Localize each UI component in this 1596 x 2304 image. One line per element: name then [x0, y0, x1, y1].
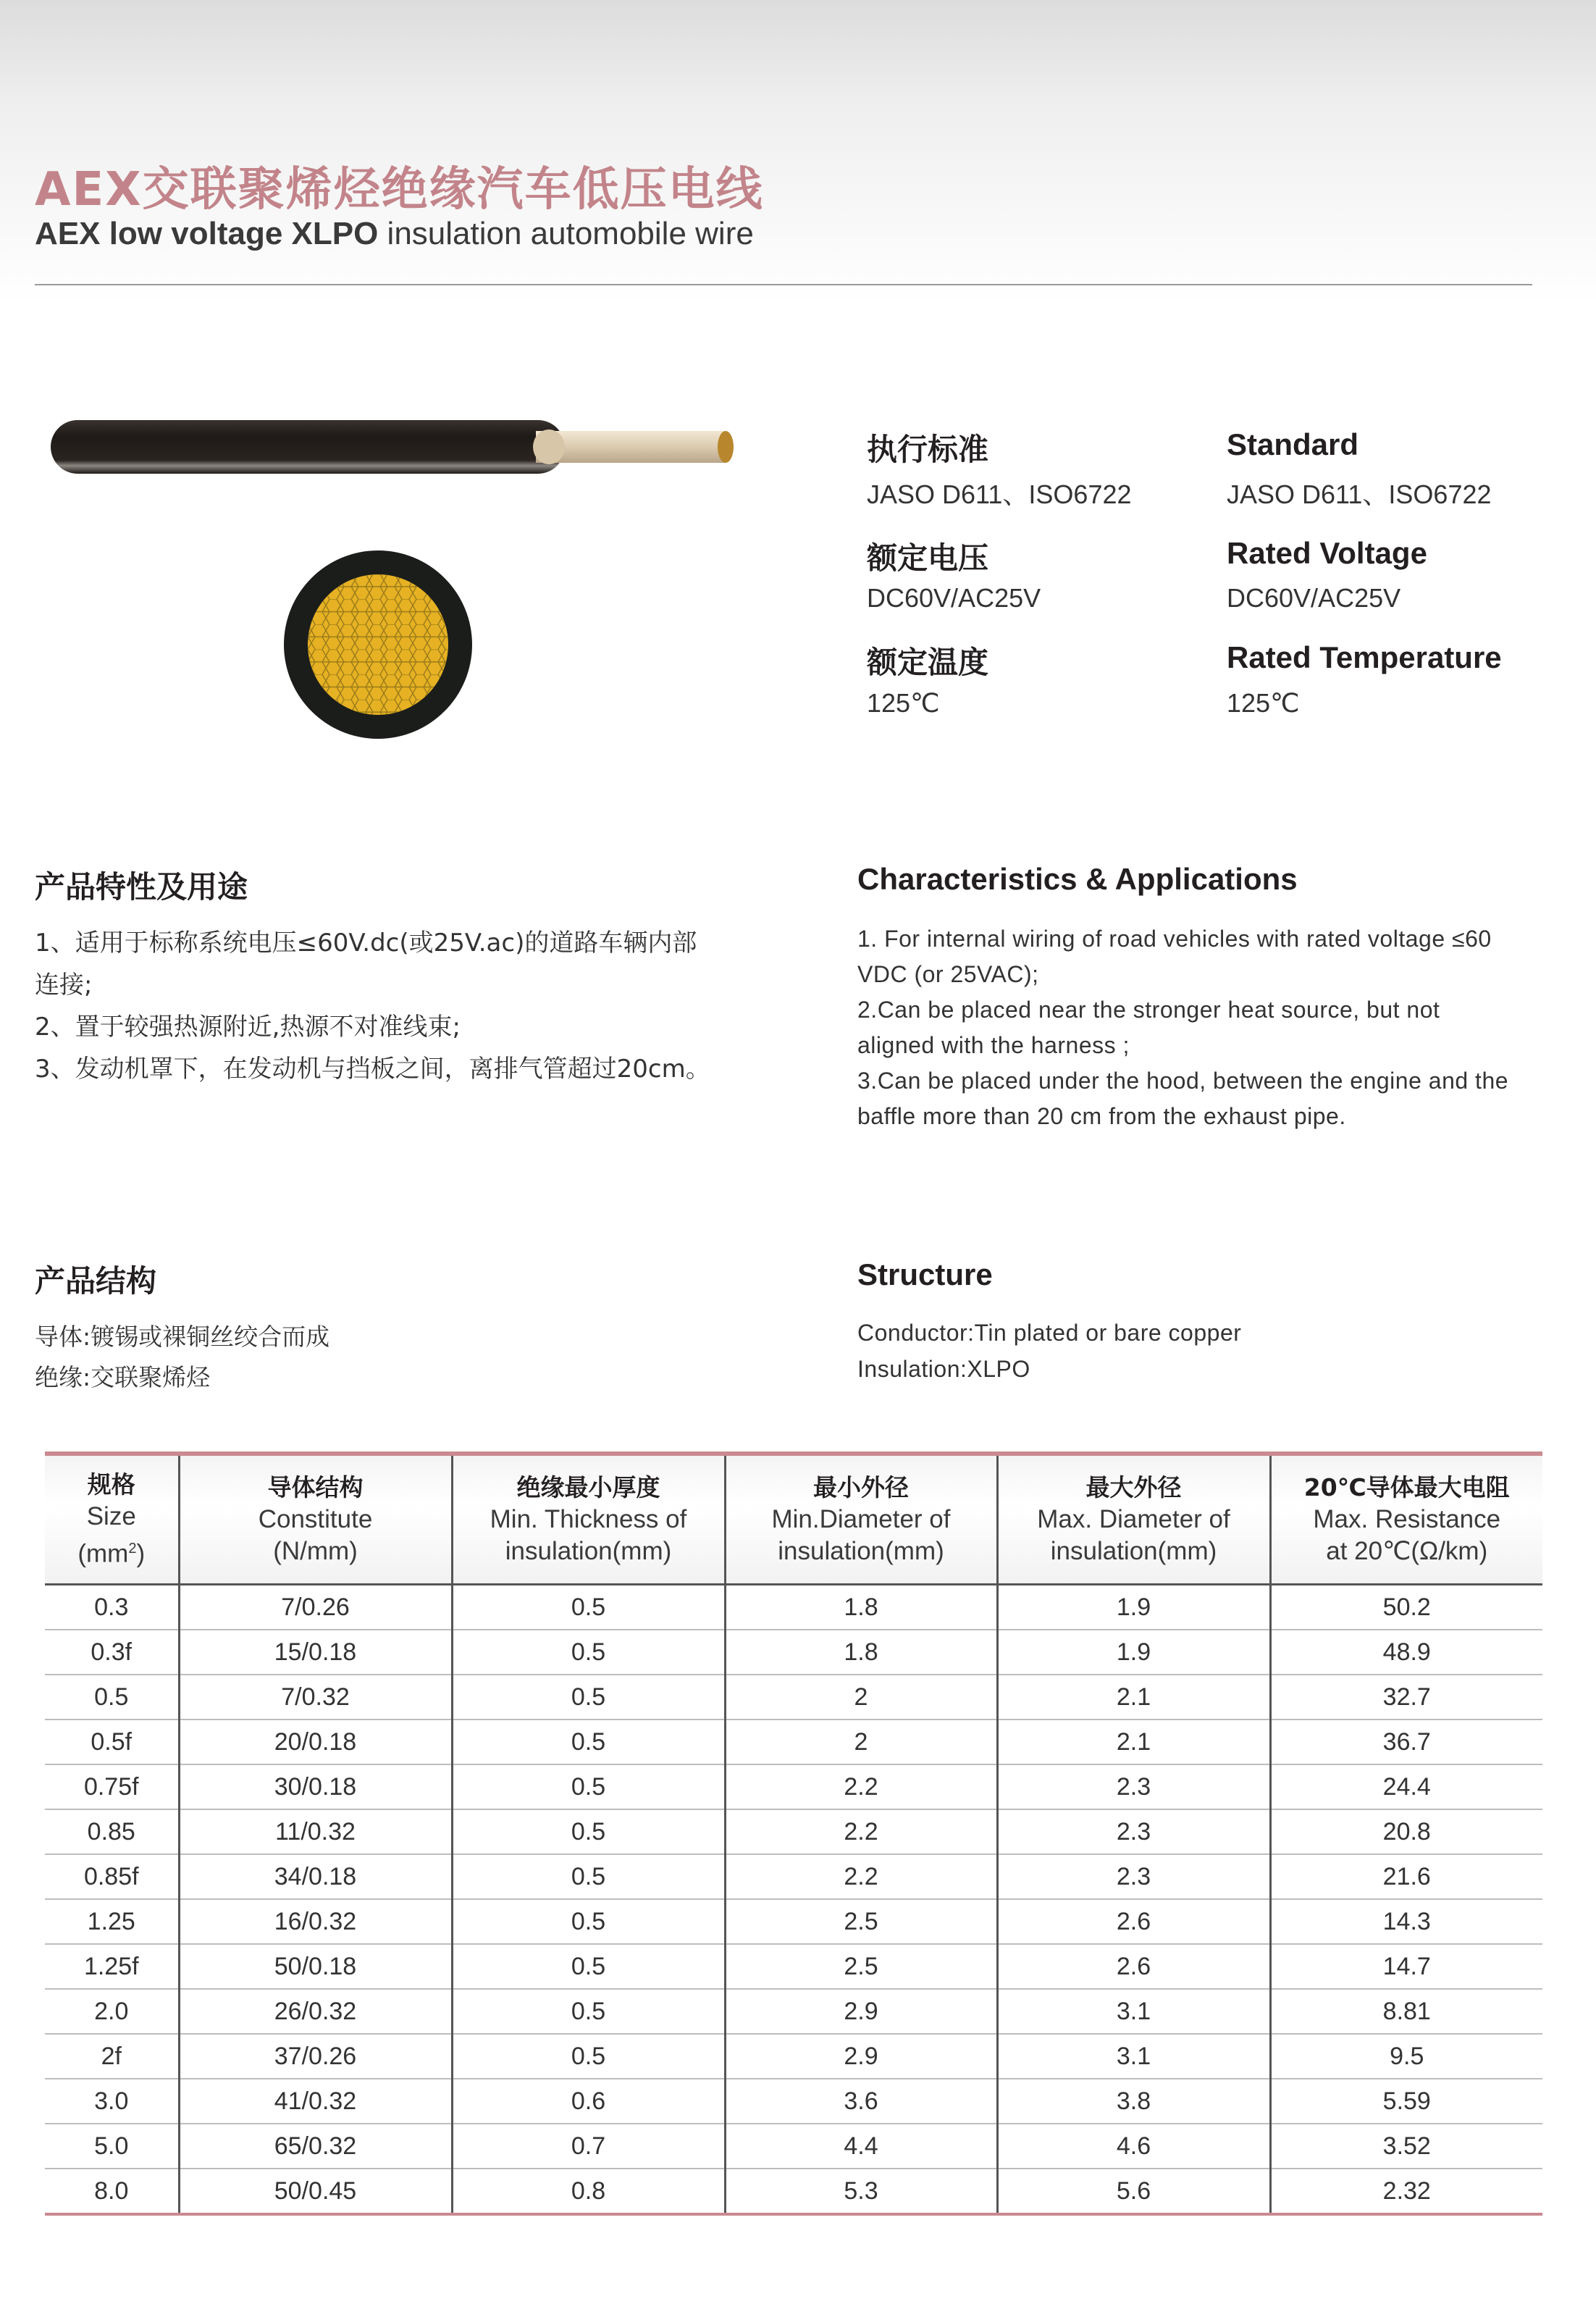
table-cell: 1.8 [725, 1585, 997, 1630]
structure-line-en: Insulation:XLPO [857, 1356, 1030, 1382]
table-cell: 26/0.32 [179, 1989, 452, 2034]
table-cell: 7/0.26 [179, 1585, 452, 1630]
table-cell: 2.6 [997, 1899, 1270, 1944]
table-cell: 0.5 [452, 1764, 725, 1809]
table-cell: 48.9 [1270, 1630, 1542, 1675]
header-size: 规格 Size $(mm^2)$ [45, 1454, 179, 1585]
table-row [45, 1675, 1542, 1719]
structure-heading-en: Structure [857, 1257, 993, 1291]
characteristics-line-en: 3.Can be placed under the hood, between the engine and the [857, 1068, 1509, 1094]
table-cell: 16/0.32 [179, 1899, 452, 1944]
characteristics-line-cn: 连接; [35, 971, 93, 1000]
table-cell: 4.4 [725, 2124, 997, 2169]
table-cell: 0.5 [452, 1809, 725, 1854]
table-cell: 0.6 [452, 2079, 725, 2124]
spec-standard-label-cn: 执行标准 [867, 432, 989, 467]
characteristics-line-cn: 2、置于较强热源附近,热源不对准线束; [35, 1013, 461, 1042]
table-cell: 50.2 [1270, 1585, 1542, 1630]
spec-temperature-value-cn: 125℃ [867, 688, 940, 718]
table-cell: 2 [725, 1675, 997, 1719]
table-cell: 8.81 [1270, 1989, 1542, 2034]
table-cell: 0.5 [452, 1719, 725, 1764]
page-title-cn: AEX交联聚烯烃绝缘汽车低压电线 [35, 163, 764, 217]
table-row [45, 2079, 1542, 2124]
structure-heading-cn: 产品结构 [35, 1263, 157, 1299]
table-row [45, 2034, 1542, 2079]
table-cell: 0.5 [452, 1675, 725, 1719]
table-cell: 5.59 [1270, 2079, 1542, 2124]
page-title-en [35, 216, 754, 252]
spec-standard-value-en: JASO D611、ISO6722 [1227, 479, 1492, 509]
table-cell: 1.9 [997, 1585, 1270, 1630]
table-cell: 3.1 [997, 1989, 1270, 2034]
table-cell: 5.3 [725, 2169, 997, 2214]
table-cell: 2.32 [1270, 2169, 1542, 2214]
table-cell: 36.7 [1270, 1719, 1542, 1764]
table-cell: 2.1 [997, 1719, 1270, 1764]
table-cell: 2.2 [725, 1854, 997, 1899]
table-row [45, 1585, 1542, 1630]
spec-voltage-label-cn: 额定电压 [867, 540, 989, 576]
characteristics-line-cn: 3、发动机罩下，在发动机与挡板之间，离排气管超过20cm。 [35, 1055, 710, 1084]
table-cell: 0.5 [452, 1944, 725, 1989]
table-cell: 20/0.18 [179, 1719, 452, 1764]
wire-cross-section-image [282, 549, 474, 740]
table-cell: 20.8 [1270, 1809, 1542, 1854]
title-en-bold: AEX low voltage XLPO [35, 216, 379, 251]
table-cell: 1.8 [725, 1630, 997, 1675]
table-cell: 8.0 [45, 2169, 179, 2214]
table-cell: 0.5 [452, 1854, 725, 1899]
table-cell: 50/0.45 [179, 2169, 452, 2214]
table-cell: 0.5 [452, 1630, 725, 1675]
table-cell: 0.5 [452, 1989, 725, 2034]
spec-voltage-value-cn: DC60V/AC25V [867, 583, 1041, 613]
header-max-resistance: 20℃导体最大电阻 Max. Resistance at 20℃(Ω/km) [1270, 1454, 1542, 1585]
characteristics-heading-cn: 产品特性及用途 [35, 869, 248, 905]
table-cell: 0.85 [45, 1809, 179, 1854]
table-cell: 0.5 [452, 2034, 725, 2079]
table-cell: 1.25 [45, 1899, 179, 1944]
table-cell: 5.6 [997, 2169, 1270, 2214]
table-cell: 2.1 [997, 1675, 1270, 1719]
spec-standard-label-en: Standard [1227, 427, 1359, 461]
table-row [45, 1854, 1542, 1899]
table-cell: 3.6 [725, 2079, 997, 2124]
table-cell: 2.2 [725, 1764, 997, 1809]
header-max-diameter: 最大外径 Max. Diameter of insulation(mm) [997, 1454, 1270, 1585]
table-cell: 1.9 [997, 1630, 1270, 1675]
table-cell: 4.6 [997, 2124, 1270, 2169]
wire-side-view-image [51, 419, 739, 475]
characteristics-line-en: 2.Can be placed near the stronger heat source, but not [857, 997, 1440, 1023]
spec-standard-value-cn: JASO D611、ISO6722 [867, 479, 1132, 509]
spec-temperature-label-en: Rated Temperature [1227, 640, 1502, 674]
table-cell: 2f [45, 2034, 179, 2079]
characteristics-line-cn: 1、适用于标称系统电压≤60V.dc(或25V.ac)的道路车辆内部 [35, 929, 697, 958]
table-cell: 2.0 [45, 1989, 179, 2034]
table-row [45, 1719, 1542, 1764]
table-cell: 0.5 [452, 1585, 725, 1630]
table-cell: 14.7 [1270, 1944, 1542, 1989]
table-cell: 24.4 [1270, 1764, 1542, 1809]
table-row [45, 1944, 1542, 1989]
table-cell: 34/0.18 [179, 1854, 452, 1899]
table-cell: 0.3 [45, 1585, 179, 1630]
table-row [45, 2124, 1542, 2169]
table-cell: 0.5f [45, 1719, 179, 1764]
table-cell: 2.6 [997, 1944, 1270, 1989]
table-cell: 7/0.32 [179, 1675, 452, 1719]
table-cell: 2.3 [997, 1809, 1270, 1854]
table-row [45, 1809, 1542, 1854]
table-cell: 2.9 [725, 2034, 997, 2079]
header-constitute: 导体结构 Constitute (N/mm) [179, 1454, 452, 1585]
characteristics-line-en: VDC (or 25VAC); [857, 961, 1039, 987]
table-cell: 32.7 [1270, 1675, 1542, 1719]
table-cell: 0.85f [45, 1854, 179, 1899]
table-cell: 11/0.32 [179, 1809, 452, 1854]
table-row [45, 1989, 1542, 2034]
table-cell: 0.3f [45, 1630, 179, 1675]
table-cell: 21.6 [1270, 1854, 1542, 1899]
table-cell: 2.2 [725, 1809, 997, 1854]
table-cell: 2.3 [997, 1854, 1270, 1899]
table-cell: 0.5 [45, 1675, 179, 1719]
table-cell: 37/0.26 [179, 2034, 452, 2079]
table-row [45, 1630, 1542, 1675]
table-row [45, 1764, 1542, 1809]
table-cell: 2.3 [997, 1764, 1270, 1809]
table-cell: 0.7 [452, 2124, 725, 2169]
table-header-row [45, 1454, 1542, 1585]
title-en-light: insulation automobile wire [378, 216, 754, 251]
characteristics-line-en: baffle more than 20 cm from the exhaust pipe. [857, 1103, 1346, 1129]
table-cell: 0.75f [45, 1764, 179, 1809]
table-cell: 2.5 [725, 1944, 997, 1989]
header-min-diameter: 最小外径 Min.Diameter of insulation(mm) [725, 1454, 997, 1585]
table-cell: 9.5 [1270, 2034, 1542, 2079]
table-cell: 2 [725, 1719, 997, 1764]
table-cell: 50/0.18 [179, 1944, 452, 1989]
header-divider [35, 284, 1532, 285]
structure-line-en: Conductor:Tin plated or bare copper [857, 1320, 1242, 1346]
table-cell: 3.0 [45, 2079, 179, 2124]
characteristics-line-en: aligned with the harness ; [857, 1032, 1130, 1058]
spec-voltage-value-en: DC60V/AC25V [1227, 583, 1401, 613]
table-cell: 2.9 [725, 1989, 997, 2034]
characteristics-line-en: 1. For internal wiring of road vehicles with rated voltage ≤60 [857, 926, 1492, 952]
specification-table [45, 1451, 1542, 2216]
structure-line-cn: 导体:镀锡或裸铜丝绞合而成 [35, 1323, 330, 1351]
table-cell: 3.8 [997, 2079, 1270, 2124]
table-cell: 14.3 [1270, 1899, 1542, 1944]
spec-temperature-value-en: 125℃ [1227, 688, 1300, 718]
table-cell: 5.0 [45, 2124, 179, 2169]
table-cell: 65/0.32 [179, 2124, 452, 2169]
characteristics-heading-en: Characteristics & Applications [857, 862, 1298, 896]
table-row [45, 2169, 1542, 2214]
table-cell: 30/0.18 [179, 1764, 452, 1809]
table-cell: 2.5 [725, 1899, 997, 1944]
table-cell: 15/0.18 [179, 1630, 452, 1675]
table-cell: 0.5 [452, 1899, 725, 1944]
table-row [45, 1899, 1542, 1944]
table-cell: 41/0.32 [179, 2079, 452, 2124]
structure-line-cn: 绝缘:交联聚烯烃 [35, 1363, 211, 1391]
header-min-thickness: 绝缘最小厚度 Min. Thickness of insulation(mm) [452, 1454, 725, 1585]
spec-voltage-label-en: Rated Voltage [1227, 536, 1427, 570]
table-cell: 3.52 [1270, 2124, 1542, 2169]
table-cell: 0.8 [452, 2169, 725, 2214]
table-cell: 3.1 [997, 2034, 1270, 2079]
spec-temperature-label-cn: 额定温度 [867, 645, 989, 680]
table-cell: 1.25f [45, 1944, 179, 1989]
